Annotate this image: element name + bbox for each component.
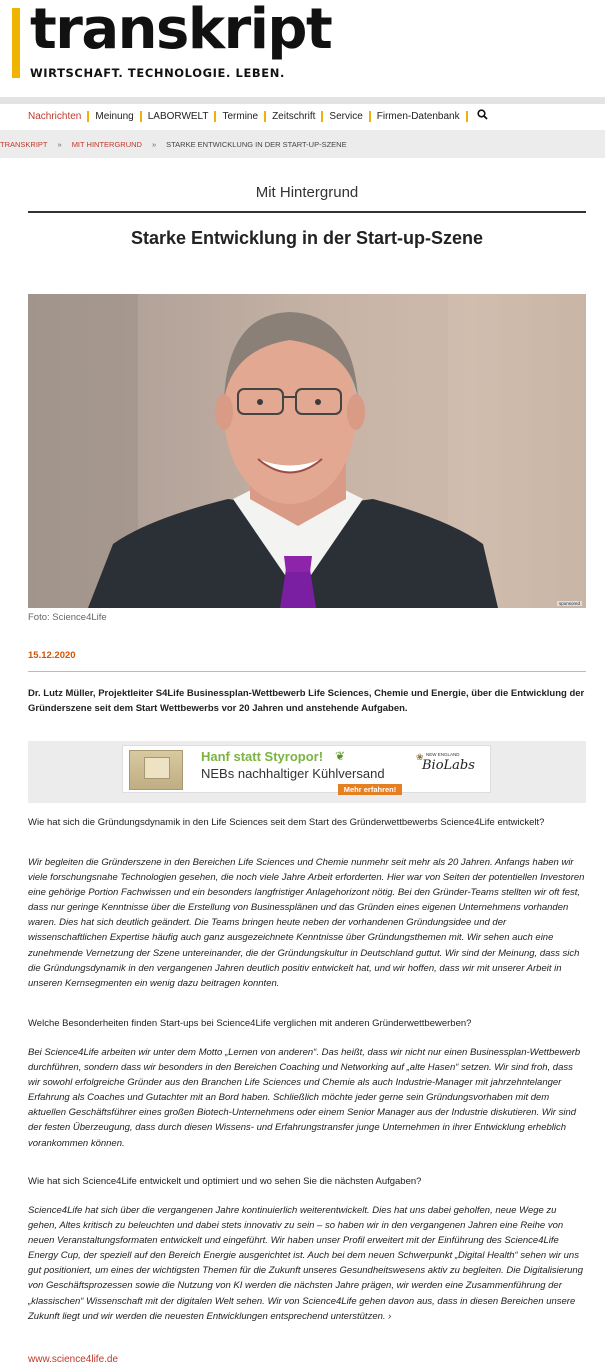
butterfly-icon: ❀ <box>416 752 424 762</box>
breadcrumb-section[interactable]: MIT HINTERGRUND <box>71 139 142 149</box>
nav-item-laborwelt[interactable]: LABORWELT <box>147 110 209 122</box>
logo-tagline: WIRTSCHAFT. TECHNOLOGIE. LEBEN. <box>30 66 285 80</box>
breadcrumb-separator: » <box>151 139 157 149</box>
answer-3: Science4Life hat sich über die vergangenen Jahre kontinuierlich weiterentwickelt. Dies hat uns dabei geholfen, neue Wege zu gehen, Altes kritisch zu beleuchten und dabei stets innovativ zu sein – so haben wir in den vergangenen Jahren eine Reihe von neuen Veranstaltungsformaten entwickelt und eingeführt. Wir haben unser Profil erweitert mit der Einführung des Science4Life Energy Cup, der speziell auf den Bereich Energie ausgerichtet ist. Auch bei dem neuen Schwerpunkt „Digital Health“ sehen wir uns gut positioniert, um eines der wichtigsten Themen für die Zukunft unseres Gesundheitswesens aktiv zu begleiten. Die Digitalisierung von Geschäftsprozessen sowie die Nutzung von KI werden die nächsten Jahre prägen, wir werden eine Zusammenführung der „klassischen“ Wissenschaft mit der digitalen Welt sehen. Wir von Science4Life gehen davon aus, dass in diesen Bereichen unsere Zukunft liegt und wir werden die neuesten Entwicklungen entsprechend unterstützen. › <box>28 1205 583 1322</box>
search-icon[interactable] <box>468 109 488 123</box>
science4life-link[interactable]: www.science4life.de <box>28 1354 119 1365</box>
nav-item-nachrichten[interactable]: Nachrichten <box>28 110 82 122</box>
answer-1: Wir begleiten die Gründerszene in den Bereichen Life Sciences und Chemie nunmehr seit mehr als 20 Jahren. Anfangs haben wir viele forschungsnahe Technologien gesehen, die noch viele Jahre Arbeit erforderten. Hier war von Seiten der potentiellen Investoren eine gehörige Portion Fachwissen und ein besonders langfristiger Anlagehorizont nötig. Bei den Gründer-Teams stellten wir oft fest, dass nur geringe Kenntnisse über die Erstellung von Businessplänen und das Gründen eines eigenen Unternehmens vorhanden waren. Dies hat sich deutlich geändert. Die Teams bringen heute neben der vorhandenen Gründungsidee und der wissenschaftlichen Expertise häufig auch ganz ausgezeichnete Kenntnisse über Gründungsthemen mit. Wir sehen auch eine zunehmende Vernetzung der Szene untereinander, die der Gründungskultur in Deutschland guttut. Wir sind der Meinung, dass sich die Gründungsdynamik in den vergangenen Jahren deutlich positiv entwickelt hat, und wir hoffen, dass wir mit unserer Arbeit in unseren Kernsegmenten ein wenig dazu beitragen konnten. <box>28 857 585 989</box>
neb-logo <box>416 752 488 780</box>
nav-item-firmen-datenbank[interactable]: Firmen-Datenbank <box>376 110 460 122</box>
date-divider <box>28 671 586 672</box>
ad-subline: NEBs nachhaltiger Kühlversand <box>201 766 385 781</box>
article-lead: Dr. Lutz Müller, Projektleiter S4Life Businessplan-Wettbewerb Life Sciences, Chemie und Energie, über die Entwicklung der Gründerszene seit dem Start Wettbewerbs vor 20 Jahren und anstehende Aufgaben. <box>28 688 585 714</box>
nav-item-termine[interactable]: Termine <box>222 110 259 122</box>
shipping-box-image <box>129 750 183 790</box>
nav-item-service[interactable]: Service <box>329 110 363 122</box>
breadcrumb-current: STARKE ENTWICKLUNG IN DER START-UP-SZENE <box>166 139 347 149</box>
photo-credit: Foto: Science4Life <box>28 612 107 623</box>
ad-container <box>28 741 586 803</box>
ad-headline: Hanf statt Styropor! <box>201 749 324 764</box>
photo-stamp: sponsored <box>558 601 580 606</box>
article-headline: Starke Entwicklung in der Start-up-Szene <box>130 228 484 248</box>
header-divider <box>0 97 605 104</box>
main-nav <box>0 104 605 128</box>
section-divider <box>28 211 586 213</box>
breadcrumb-separator: » <box>57 139 62 149</box>
neb-logo-top: NEW ENGLAND <box>426 752 460 757</box>
nav-item-meinung[interactable]: Meinung <box>95 110 134 122</box>
logo-wordmark: transkript <box>30 0 332 62</box>
article-photo <box>28 294 586 608</box>
ad-cta-button[interactable]: Mehr erfahren! <box>338 784 402 795</box>
answer-2: Bei Science4Life arbeiten wir unter dem Motto „Lernen von anderen“. Das heißt, dass wir nicht nur einen Businessplan-Wettbewerb durchführen, sondern dass wir besonders in den Bereichen Coaching und Networking auf „alte Hasen“ setzen. Wir sind froh, dass wir sowohl erfolgreiche Gründer aus den Branchen Life Sciences und Chemie als auch Industrie-Manager mit jahrzehntelanger Erfahrung als Coaches und Gutachter mit an Bord haben. Schließlich möchte jeder gerne sein Gründungsvorhaben mit dem aktuellen Geschäftsführer eines großen Biotech-Unternehmens oder einem Senior Manager aus der Industrie diskutieren. Wir sind der festen Überzeugung, dass durch diesen Wissens- und Erfahrungstransfer junge Unternehmen in ihrer Entwicklung erheblich vorankommen können. <box>28 1047 581 1149</box>
logo-accent-bar <box>12 8 20 78</box>
breadcrumb <box>0 130 605 158</box>
section-title: Mit Hintergrund <box>255 184 359 201</box>
leaf-icon: ❦ <box>335 749 346 763</box>
article-date: 15.12.2020 <box>28 650 76 661</box>
question-2: Welche Besonderheiten finden Start-ups bei Science4Life verglichen mit anderen Gründerwettbewerben? <box>28 1018 472 1029</box>
question-1: Wie hat sich die Gründungsdynamik in den Life Sciences seit dem Start des Gründerwettbewerbs Science4Life entwickelt? <box>28 817 545 828</box>
question-3: Wie hat sich Science4Life entwickelt und optimiert und wo sehen Sie die nächsten Aufgaben? <box>28 1176 422 1187</box>
nav-item-zeitschrift[interactable]: Zeitschrift <box>272 110 316 122</box>
breadcrumb-home[interactable]: TRANSKRIPT <box>0 139 48 149</box>
ad-banner[interactable] <box>122 745 491 793</box>
site-logo[interactable] <box>12 0 372 82</box>
neb-logo-name: BioLabs <box>422 758 475 773</box>
